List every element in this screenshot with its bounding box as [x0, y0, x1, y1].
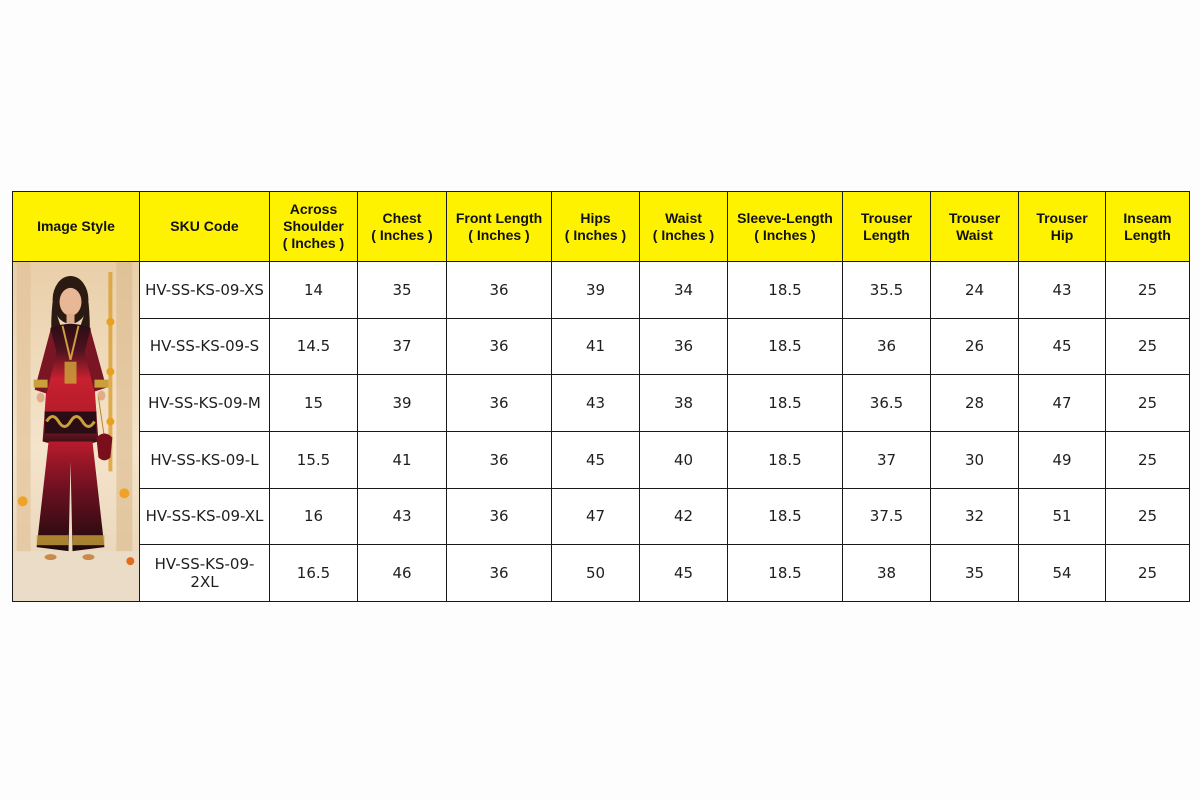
cell-sleeve-length: 18.5: [728, 318, 843, 375]
header-sku-code: [140, 192, 270, 262]
cell-trouser-waist: 32: [931, 488, 1019, 545]
cell-front-length: 36: [447, 375, 552, 432]
header-label-line: ( Inches ): [564, 226, 627, 243]
cell-hips: 43: [552, 375, 640, 432]
cell-across-shoulder: 14.5: [270, 318, 358, 375]
cell-trouser-waist: 26: [931, 318, 1019, 375]
header-label-line: ( Inches ): [282, 235, 345, 251]
cell-sleeve-length: 18.5: [728, 262, 843, 319]
table-row: [13, 262, 1190, 319]
cell-trouser-hip: 43: [1019, 262, 1106, 319]
header-label-line: Trouser: [1036, 209, 1088, 226]
cell-front-length: 36: [447, 431, 552, 488]
header-label-line: SKU Code: [170, 218, 239, 234]
table-row: [13, 431, 1190, 488]
table-row: [13, 318, 1190, 375]
cell-waist: 38: [640, 375, 728, 432]
header-row: [13, 192, 1190, 262]
header-trouser-hip: [1019, 192, 1106, 262]
cell-across-shoulder: 16.5: [270, 545, 358, 602]
cell-sku: HV-SS-KS-09-L: [140, 431, 270, 488]
cell-trouser-length: 37: [843, 431, 931, 488]
header-label-line: ( Inches ): [652, 226, 715, 243]
header-waist: [640, 192, 728, 262]
header-label-line: Sleeve-Length: [737, 209, 833, 226]
cell-hips: 41: [552, 318, 640, 375]
cell-chest: 39: [358, 375, 447, 432]
cell-sku: HV-SS-KS-09-XS: [140, 262, 270, 319]
cell-front-length: 36: [447, 318, 552, 375]
cell-front-length: 36: [447, 488, 552, 545]
cell-waist: 34: [640, 262, 728, 319]
header-label-line: Length: [1124, 226, 1171, 243]
header-label-line: Waist: [956, 226, 993, 243]
cell-trouser-hip: 51: [1019, 488, 1106, 545]
header-across-shoulder: [270, 192, 358, 262]
cell-waist: 42: [640, 488, 728, 545]
cell-trouser-length: 36.5: [843, 375, 931, 432]
header-label-line: Shoulder: [283, 218, 344, 234]
model-photo-cell: [13, 262, 140, 602]
header-label-line: Trouser: [948, 209, 1001, 226]
cell-across-shoulder: 15.5: [270, 431, 358, 488]
cell-chest: 43: [358, 488, 447, 545]
cell-trouser-hip: 45: [1019, 318, 1106, 375]
table-row: [13, 488, 1190, 545]
cell-chest: 35: [358, 262, 447, 319]
cell-sleeve-length: 18.5: [728, 375, 843, 432]
cell-inseam-length: 25: [1106, 375, 1190, 432]
cell-inseam-length: 25: [1106, 431, 1190, 488]
header-label-line: Front Length: [455, 209, 543, 226]
header-label-line: ( Inches ): [468, 226, 530, 243]
header-label-line: Chest: [382, 209, 422, 226]
cell-sleeve-length: 18.5: [728, 488, 843, 545]
cell-chest: 37: [358, 318, 447, 375]
header-label-line: ( Inches ): [754, 226, 816, 243]
header-trouser-waist: [931, 192, 1019, 262]
cell-front-length: 36: [447, 545, 552, 602]
cell-trouser-waist: 30: [931, 431, 1019, 488]
cell-trouser-hip: 47: [1019, 375, 1106, 432]
cell-sku: HV-SS-KS-09-XL: [140, 488, 270, 545]
header-chest: [358, 192, 447, 262]
cell-inseam-length: 25: [1106, 488, 1190, 545]
cell-trouser-length: 35.5: [843, 262, 931, 319]
cell-sku: HV-SS-KS-09-S: [140, 318, 270, 375]
cell-trouser-waist: 24: [931, 262, 1019, 319]
cell-waist: 45: [640, 545, 728, 602]
cell-trouser-waist: 28: [931, 375, 1019, 432]
header-trouser-length: [843, 192, 931, 262]
cell-across-shoulder: 15: [270, 375, 358, 432]
cell-hips: 50: [552, 545, 640, 602]
header-label-line: Inseam: [1123, 209, 1172, 226]
cell-front-length: 36: [447, 262, 552, 319]
cell-trouser-length: 37.5: [843, 488, 931, 545]
header-hips: [552, 192, 640, 262]
cell-across-shoulder: 14: [270, 262, 358, 319]
header-image-style: [13, 192, 140, 262]
cell-across-shoulder: 16: [270, 488, 358, 545]
cell-sleeve-length: 18.5: [728, 431, 843, 488]
cell-trouser-length: 36: [843, 318, 931, 375]
cell-trouser-waist: 35: [931, 545, 1019, 602]
cell-waist: 36: [640, 318, 728, 375]
cell-sku: HV-SS-KS-09-M: [140, 375, 270, 432]
model-photo: [13, 262, 139, 601]
cell-hips: 39: [552, 262, 640, 319]
header-label-line: Trouser: [860, 209, 913, 226]
table-body: [13, 262, 1190, 602]
cell-inseam-length: 25: [1106, 262, 1190, 319]
cell-hips: 45: [552, 431, 640, 488]
size-chart-table: [12, 191, 1190, 602]
table-row: [13, 375, 1190, 432]
cell-chest: 46: [358, 545, 447, 602]
cell-sleeve-length: 18.5: [728, 545, 843, 602]
header-label-line: Across: [289, 201, 338, 217]
cell-inseam-length: 25: [1106, 545, 1190, 602]
cell-chest: 41: [358, 431, 447, 488]
header-label-line: Hips: [580, 209, 611, 226]
cell-sku: HV-SS-KS-09-2XL: [140, 545, 270, 602]
header-label-line: Length: [863, 226, 910, 243]
header-inseam-length: [1106, 192, 1190, 262]
header-label-line: ( Inches ): [371, 226, 433, 243]
table-row: [13, 545, 1190, 602]
header-label-line: Hip: [1050, 226, 1074, 243]
header-label-line: Waist: [665, 209, 702, 226]
cell-waist: 40: [640, 431, 728, 488]
cell-trouser-length: 38: [843, 545, 931, 602]
cell-hips: 47: [552, 488, 640, 545]
header-label-line: Image Style: [37, 218, 115, 234]
cell-trouser-hip: 49: [1019, 431, 1106, 488]
header-front-length: [447, 192, 552, 262]
header-sleeve-length: [728, 192, 843, 262]
cell-trouser-hip: 54: [1019, 545, 1106, 602]
cell-inseam-length: 25: [1106, 318, 1190, 375]
